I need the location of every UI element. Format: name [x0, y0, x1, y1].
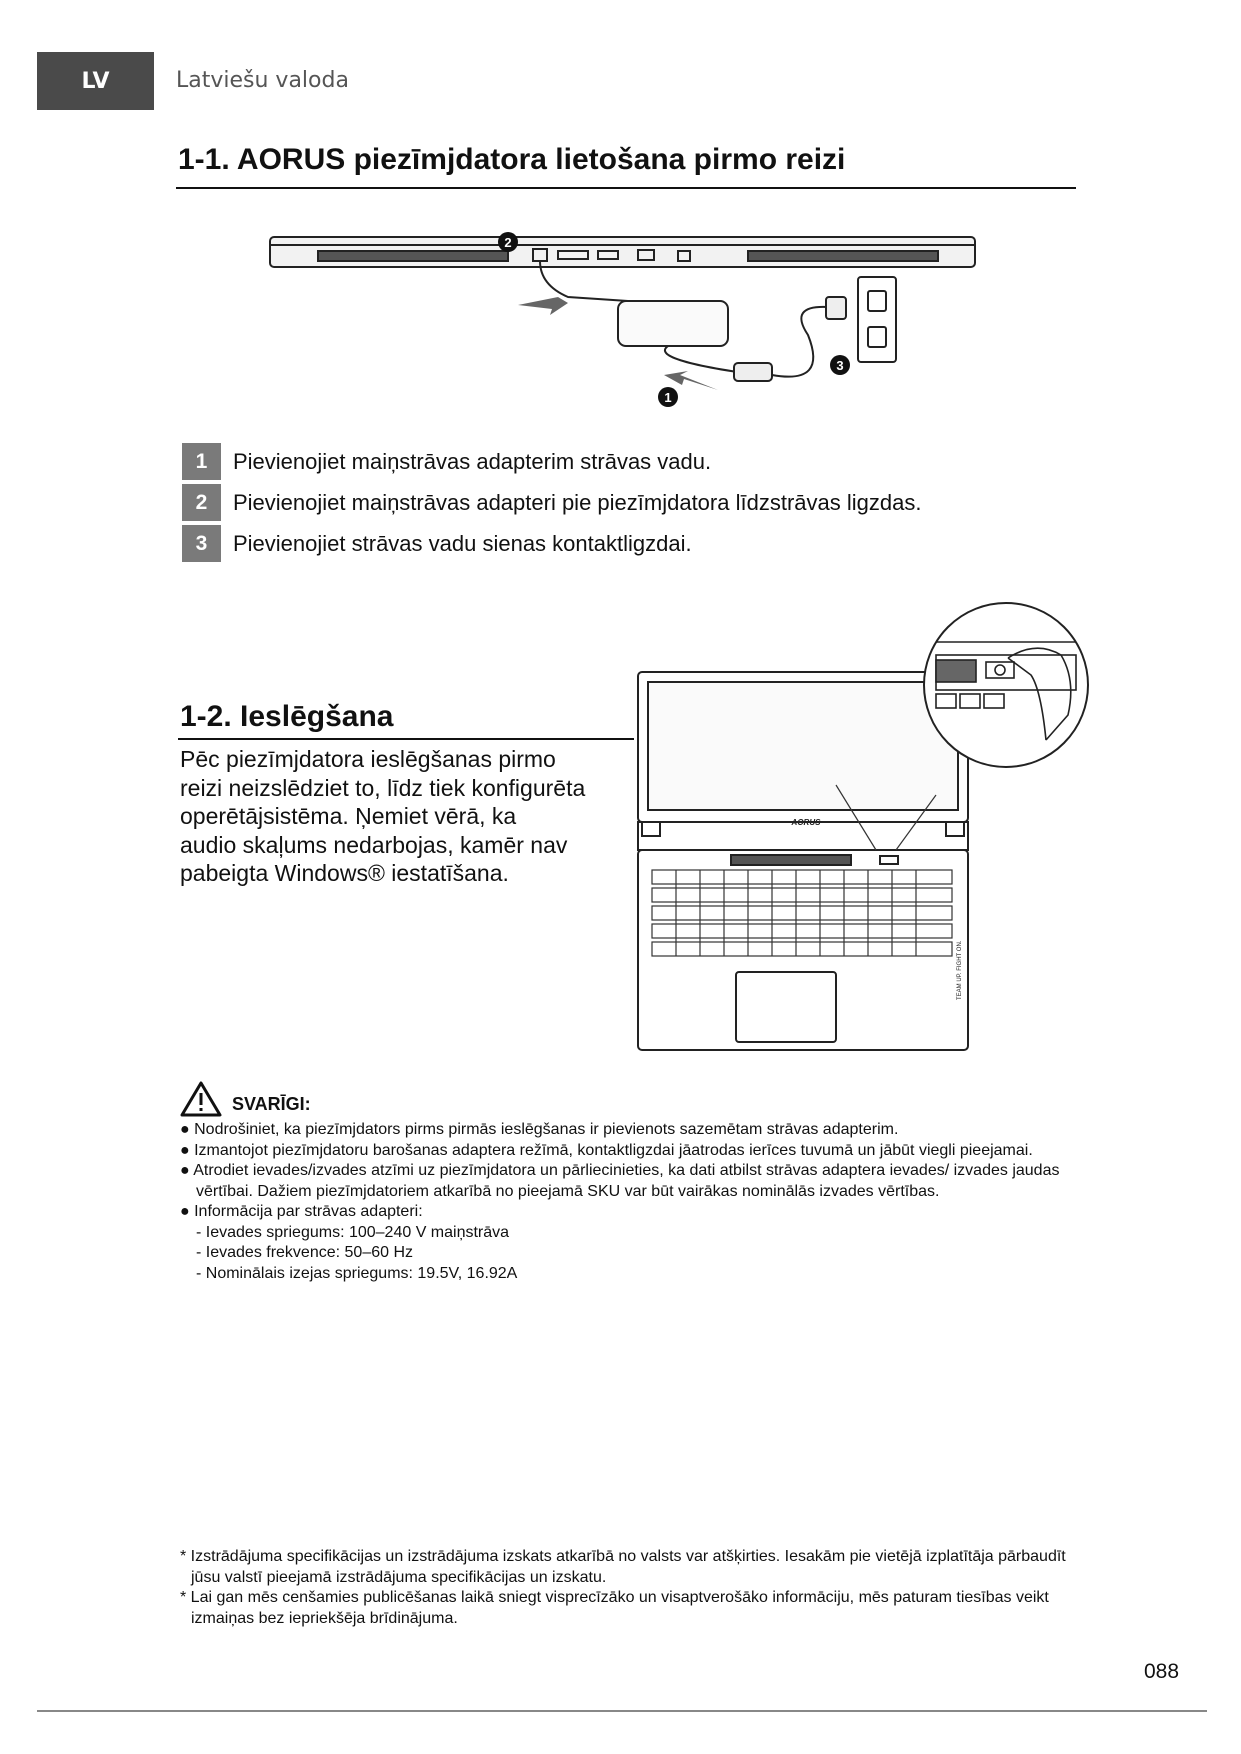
title-underline	[176, 187, 1076, 189]
warning-icon	[180, 1081, 222, 1117]
power-connection-illustration	[268, 225, 988, 420]
team-up-text: TEAM UP. FIGHT ON.	[957, 940, 963, 1000]
note-subitem: - Nominālais izejas spriegums: 19.5V, 16.92A	[196, 1264, 518, 1282]
step-text: Pievienojiet maiņstrāvas adapteri pie piezīmjdatora līdzstrāvas ligzdas.	[233, 489, 922, 515]
note-item: ● Informācija par strāvas adapteri:	[180, 1203, 423, 1220]
step-number: 1	[182, 443, 221, 480]
important-notes	[180, 1120, 1080, 1284]
section-2-title: 1-2. Ieslēgšana	[180, 700, 394, 733]
aorus-logo-text: AORUS	[791, 818, 821, 827]
step-text: Pievienojiet maiņstrāvas adapterim strāvas vadu.	[233, 448, 712, 474]
callout-2: 2	[504, 235, 512, 250]
note-item: ● Izmantojot piezīmjdatoru barošanas adaptera režīmā, kontaktligzdai jāatrodas ierīces tuvumā un jābūt viegli pieejamai.	[180, 1141, 1033, 1159]
footnote: * Izstrādājuma specifikācijas un izstrādājuma izskats atkarībā no valsts var atšķirties. Iesakām pie vietējā izplatītāja pārbaudīt jūsu valstī pieejamā izstrādājuma specifikācijas un izskatu.	[180, 1548, 1066, 1586]
setup-steps	[182, 443, 921, 566]
step-row	[182, 443, 921, 480]
footer-rule	[37, 1710, 1207, 1712]
note-item: ● Nodrošiniet, ka piezīmjdators pirms pirmās ieslēgšanas ir pievienots sazemētam strāvas adapterim.	[180, 1121, 899, 1138]
note-item: ● Atrodiet ievades/izvades atzīmi uz piezīmjdatora un pārliecinieties, ka dati atbilst strāvas adaptera ievades/ izvades jaudas vērtībai. Dažiem piezīmjdatoriem atkarībā no pieejamā SKU var būt vairākas nominālās izvades vērtības.	[180, 1162, 1060, 1200]
language-tab: LV	[37, 52, 154, 110]
step-text: Pievienojiet strāvas vadu sienas kontaktligzdai.	[233, 530, 692, 556]
step-number: 2	[182, 484, 221, 521]
important-title: SVARĪGI:	[232, 1094, 311, 1114]
section-2-underline	[178, 738, 634, 740]
footnote: * Lai gan mēs cenšamies publicēšanas laikā sniegt visprecīzāko un visaptverošāko informāciju, mēs paturam tiesības veikt izmaiņas bez iepriekšēja brīdinājuma.	[180, 1589, 1049, 1627]
note-subitem: - Ievades spriegums: 100–240 V maiņstrāva	[196, 1223, 510, 1241]
page-number: 088	[1144, 1660, 1180, 1683]
section-1-title: 1-1. AORUS piezīmjdatora lietošana pirmo reizi	[178, 143, 846, 176]
note-subitem: - Ievades frekvence: 50–60 Hz	[196, 1244, 414, 1261]
step-number: 3	[182, 525, 221, 562]
step-row	[182, 484, 921, 521]
step-row	[182, 525, 921, 562]
laptop-power-button-illustration	[636, 600, 1096, 1055]
callout-1: 1	[664, 390, 672, 405]
power-on-paragraph: Pēc piezīmjdatora ieslēgšanas pirmo reizi neizslēdziet to, līdz tiek konfigurēta operētājsistēma. Ņemiet vērā, ka audio skaļums nedarbojas, kamēr nav pabeigta Windows® iestatīšana.	[180, 746, 586, 886]
language-name: Latviešu valoda	[176, 68, 349, 93]
footnotes	[180, 1547, 1080, 1629]
callout-3: 3	[836, 358, 844, 373]
